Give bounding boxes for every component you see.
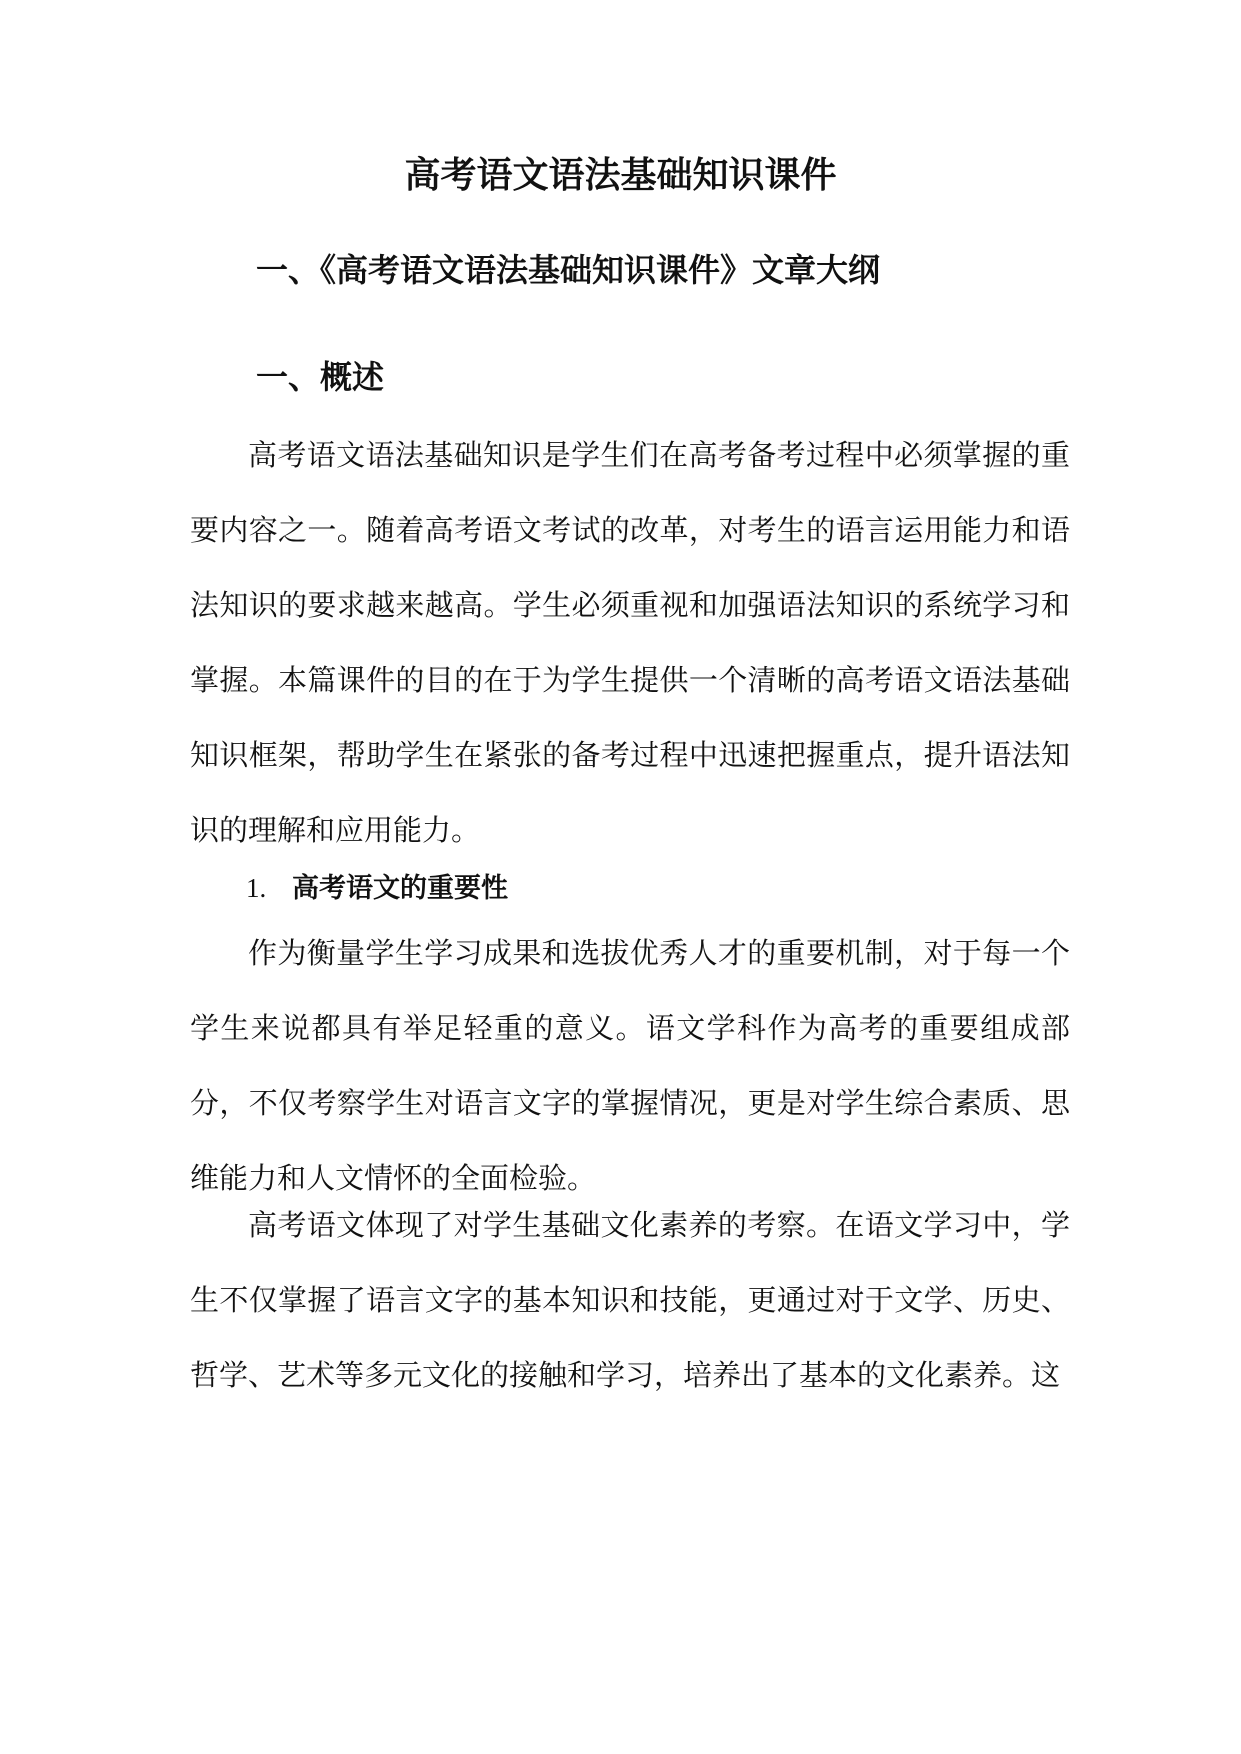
subsection-heading <box>246 868 508 909</box>
importance-paragraph-1: 作为衡量学生学习成果和选拔优秀人才的重要机制，对于每一个学生来说都具有举足轻重的意义。语文学科作为高考的重要组成部分，不仅考察学生对语言文字的掌握情况，更是对学生综合素质、思维能力和人文情怀的全面检验。 <box>190 936 1070 1195</box>
subsection-number: 1. <box>246 873 267 903</box>
section-heading-overview: 一、概述 <box>256 358 385 396</box>
overview-paragraph: 高考语文语法基础知识是学生们在高考备考过程中必须掌握的重要内容之一。随着高考语文考试的改革，对考生的语言运用能力和语法知识的要求越来越高。学生必须重视和加强语法知识的系统学习和掌握。本篇课件的目的在于为学生提供一个清晰的高考语文语法基础知识框架，帮助学生在紧张的备考过程中迅速把握重点，提升语法知识的理解和应用能力。 <box>190 438 1070 847</box>
importance-paragraph-2: 高考语文体现了对学生基础文化素养的考察。在语文学习中，学生不仅掌握了语言文字的基本知识和技能，更通过对于文学、历史、哲学、艺术等多元文化的接触和学习，培养出了基本的文化素养。这 <box>190 1208 1070 1392</box>
subsection-title: 高考语文的重要性 <box>292 873 508 904</box>
document-title: 高考语文语法基础知识课件 <box>404 154 837 196</box>
outline-heading: 一、《高考语文语法基础知识课件》文章大纲 <box>256 251 881 289</box>
